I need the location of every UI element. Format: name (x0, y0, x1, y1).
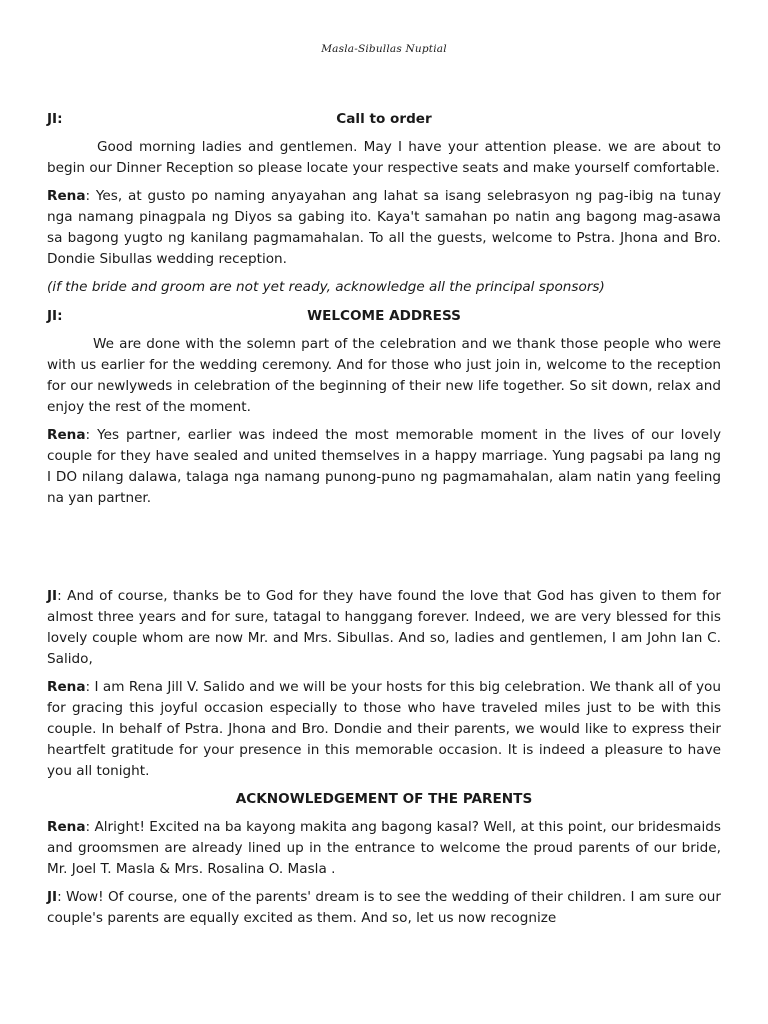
paragraph-text: : Yes, at gusto po naming anyayahan ang lahat sa isang selebrasyon ng pag-ibig na tunay nga namang pinagpala ng Diyos sa gabing ito. Kaya't samahan po natin ang bagong mag-asawa sa bagong yugto ng kanilang pagmamahalan. To all the guests, welcome to Pstra. Jhona and Bro. Dondie Sibullas wedding reception. (47, 188, 721, 267)
paragraph (47, 677, 721, 782)
paragraph (47, 586, 721, 670)
section-speaker: JI: (47, 308, 63, 324)
section-speaker: JI: (47, 111, 63, 127)
blank-space (47, 516, 721, 586)
speaker-name: JI (47, 889, 58, 905)
section-call-to-order (47, 109, 721, 130)
paragraph (47, 817, 721, 880)
section-welcome-address (47, 306, 721, 327)
paragraph: We are done with the solemn part of the celebration and we thank those people who were with us earlier for the wedding ceremony. And for those who just join in, welcome to the reception for our newlyweds in celebration of the beginning of their new life together. So sit down, relax and enjoy the rest of the moment. (47, 336, 721, 415)
paragraph-text: : Wow! Of course, one of the parents' dream is to see the wedding of their children. I am sure our couple's parents are equally excited as them. And so, let us now recognize (47, 889, 721, 926)
paragraph-text: : I am Rena Jill V. Salido and we will be your hosts for this big celebration. We thank all of you for gracing this joyful occasion especially to those who have traveled miles just to be with this couple. In behalf of Pstra. Jhona and Bro. Dondie and their parents, we would like to express their heartfelt gratitude for your presence in this memorable occasion. It is indeed a pleasure to have you all tonight. (47, 679, 721, 779)
speaker-name: Rena (47, 679, 86, 695)
page-header: Masla-Sibullas Nuptial (321, 43, 447, 55)
section-title-acknowledgement: ACKNOWLEDGEMENT OF THE PARENTS (235, 791, 533, 807)
paragraph: Good morning ladies and gentlemen. May I have your attention please. we are about to begin our Dinner Reception so please locate your respective seats and make yourself comfortable. (47, 139, 721, 176)
paragraph (47, 887, 721, 929)
section-title: WELCOME ADDRESS (307, 308, 461, 324)
speaker-name: Rena (47, 427, 86, 443)
paragraph (47, 186, 721, 270)
speaker-name: JI (47, 588, 58, 604)
speaker-name: Rena (47, 819, 86, 835)
speaker-name: Rena (47, 188, 86, 204)
paragraph (47, 425, 721, 509)
section-title: Call to order (336, 111, 432, 127)
paragraph-text: : Alright! Excited na ba kayong makita ang bagong kasal? Well, at this point, our bridesmaids and groomsmen are already lined up in the entrance to welcome the proud parents of our bride, Mr. Joel T. Masla & Mrs. Rosalina O. Masla . (47, 819, 721, 877)
stage-note: (if the bride and groom are not yet ready, acknowledge all the principal sponsors) (47, 279, 605, 295)
paragraph-text: : And of course, thanks be to God for they have found the love that God has given to them for almost three years and for sure, tatagal to hanggang forever. Indeed, we are very blessed for this lovely couple whom are now Mr. and Mrs. Sibullas. And so, ladies and gentlemen, I am John Ian C. Salido, (47, 588, 721, 667)
paragraph-text: : Yes partner, earlier was indeed the most memorable moment in the lives of our lovely couple for they have sealed and united themselves in a happy marriage. Yung pagsabi pa lang ng I DO nilang dalawa, talaga nga namang punong-puno ng pagmamahalan, alam natin yang feeling na yan partner. (47, 427, 721, 506)
document-body (47, 109, 721, 936)
